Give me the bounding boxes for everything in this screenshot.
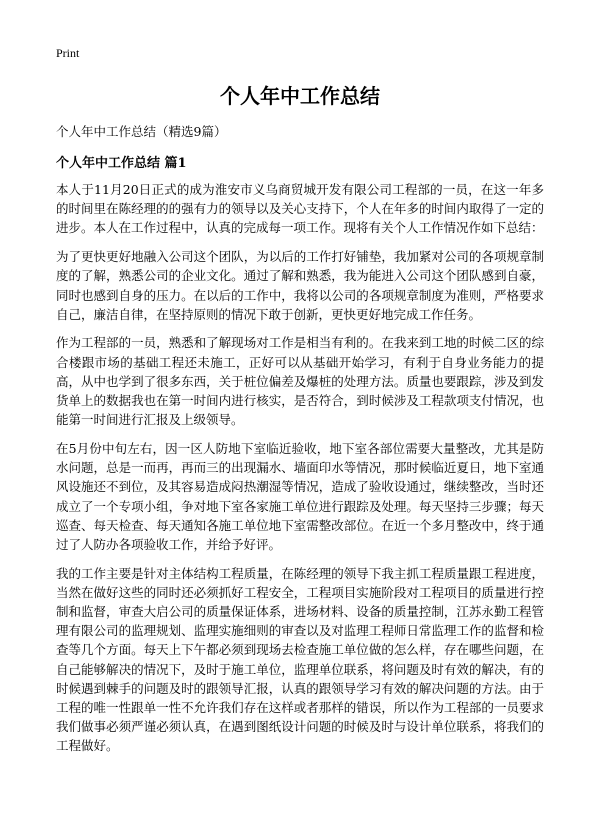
paragraph: 为了更快更好地融入公司这个团队，为以后的工作打好铺垫，我加紧对公司的各项规章制度的了解，熟悉公司的企业文化。通过了解和熟悉，我为能进入公司这个团队感到自豪，同时也感到自身的压力。在以后的工作中，我将以公司的各项规章制度为准则，严格要求自己，廉洁自律，在坚持原则的情况下敢于创新，更快更好地完成工作任务。 [56,249,544,322]
section-heading: 个人年中工作总结 篇1 [56,156,187,171]
paragraph: 作为工程部的一员，熟悉和了解现场对工作是相当有利的。在我来到工地的时候二区的综合楼跟市场的基础工程还未施工，正好可以从基础开始学习，有利于自身业务能力的提高，从中也学到了很多东西，关于桩位偏差及爆桩的处理方法。质量也要跟踪，涉及到发货单上的数据我也在第一时间内进行核实，是否符合，到时候涉及工程款项支付情况，也能第一时间进行汇报及上级领导。 [56,335,544,428]
paragraph: 我的工作主要是针对主体结构工程质量，在陈经理的领导下我主抓工程质量跟工程进度，当然在做好这些的同时还必须抓好工程安全，工程项目实施阶段对工程项目的质量进行控制和监督，审查大启公司的质量保证体系，进场材料、设备的质量控制，江苏永勤工程管理有限公司的监理规划、监理实施细则的审查以及对监理工程师日常监理工作的监督和检查等几个方面。每天上下午都必须到现场去检查施工单位做的怎么样，存在哪些问题，在自己能够解决的情况下，及时于施工单位，监理单位联系，将问题及时有效的解决，有的时候遇到棘手的问题及时的跟领导汇报，认真的跟领导学习有效的解决问题的方法。由于工程的唯一性跟单一性不允许我们存在这样或者那样的错误，所以作为工程部的一员要求我们做事必须严谨必须认真，在遇到图纸设计问题的时候及时与设计单位联系，将我们的工程做好。 [56,565,544,754]
paragraph: 本人于11月20日正式的成为淮安市义乌商贸城开发有限公司工程部的一员，在这一年多的时间里在陈经理的的强有力的领导以及关心支持下，个人在年多的时间内取得了一定的进步。本人在工作过程中，认真的完成每一项工作。现将有关个人工作情况作如下总结： [56,182,544,236]
paragraph: 在5月份中旬左右，因一区人防地下室临近验收，地下室各部位需要大量整改，尤其是防水问题，总是一而再，再而三的出现漏水、墙面印水等情况，那时候临近夏日，地下室通风设施还不到位，及其容易造成闷热潮湿等情况，造成了验收设通过，继续整改，当时还成立了一个专项小组，争对地下室各家施工单位进行跟踪及处理。每天坚持三步骤；每天巡查、每天检查、每天通知各施工单位地下室需整改部位。在近一个多月整改中，终于通过了人防办各项验收工作，并给予好评。 [56,440,544,552]
article-body [56,180,544,765]
document-title: 个人年中工作总结 [220,84,380,108]
document-subtitle: 个人年中工作总结（精选9篇） [56,124,227,139]
print-label[interactable]: Print [56,46,80,60]
